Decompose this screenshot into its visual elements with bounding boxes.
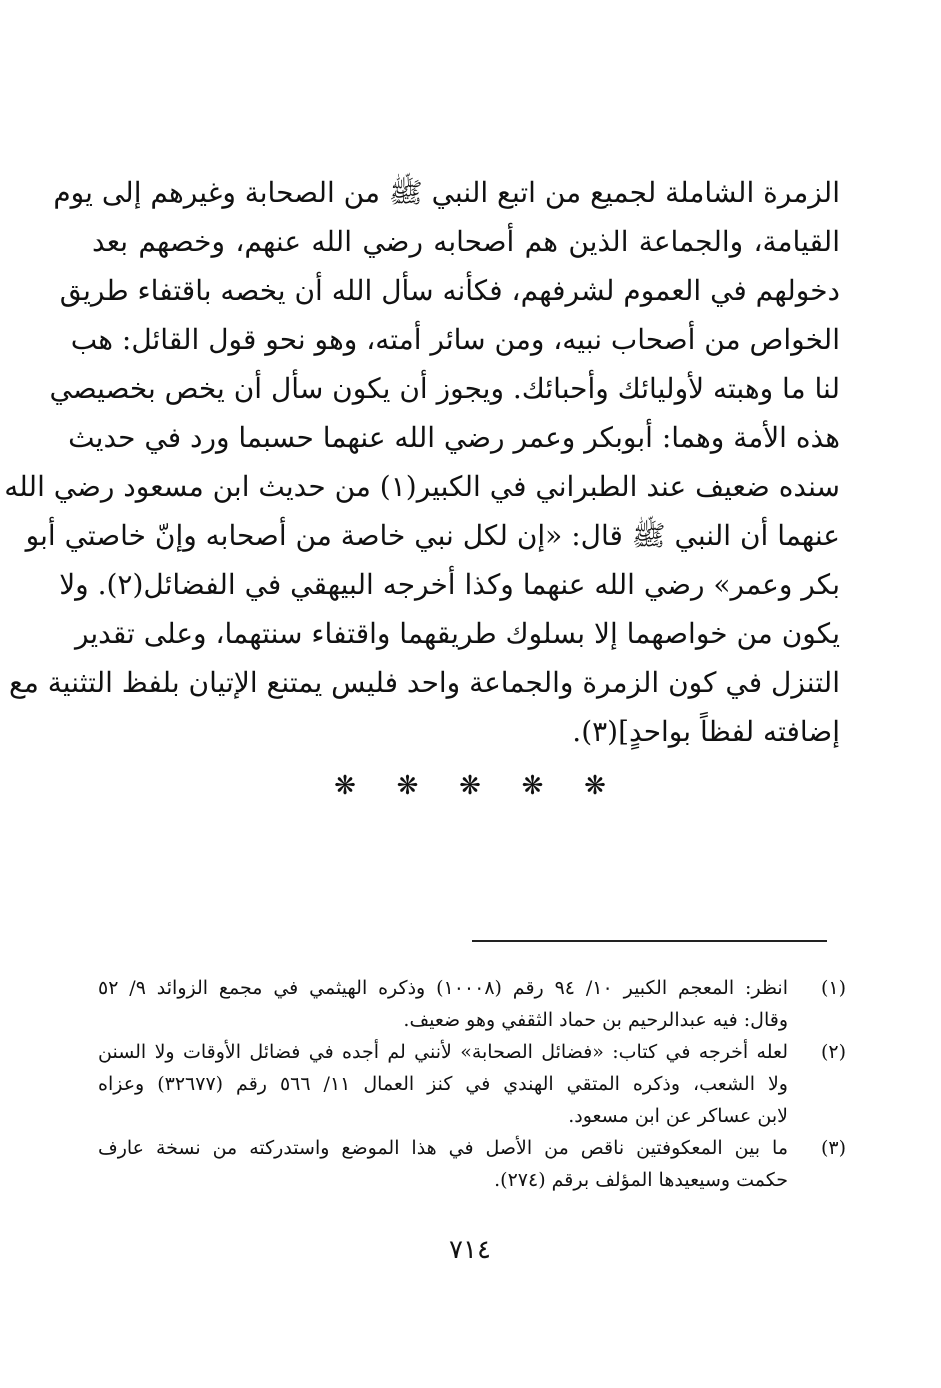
footnote-line: انظر: المعجم الكبير ١٠/ ٩٤ رقم (١٠٠٠٨) وذكره الهيثمي في مجمع الزوائد ٩/ ٥٢ xyxy=(98,977,788,999)
body-line: لنا ما وهبته لأوليائك وأحبائك. ويجوز أن يكون سأل أن يخص بخصيصي xyxy=(49,372,840,405)
star-ornament-icon: ❋ xyxy=(334,771,356,801)
star-ornament-icon: ❋ xyxy=(459,771,481,801)
body-line: يكون من خواصهما إلا بسلوك طريقهما واقتفاء سنتهما، وعلى تقدير xyxy=(74,617,840,650)
footnote-line: لابن عساكر عن ابن مسعود. xyxy=(568,1105,788,1127)
body-line: إضافته لفظاً بواحدٍ](٣). xyxy=(572,715,840,748)
footnote-line: لعله أخرجه في كتاب: «فضائل الصحابة» لأنني لم أجده في فضائل الأوقات ولا السنن xyxy=(98,1041,788,1063)
footnotes xyxy=(98,972,846,1196)
body-line: عنهما أن النبي ﷺ قال: «إن لكل نبي خاصة من أصحابه وإنّ خاصتي أبو xyxy=(25,519,840,552)
body-line: هذه الأمة وهما: أبوبكر وعمر رضي الله عنهما حسبما ورد في حديث xyxy=(68,421,840,454)
footnote-1 xyxy=(98,972,846,1036)
body-line: بكر وعمر» رضي الله عنهما وكذا أخرجه البيهقي في الفضائل(٢). ولا xyxy=(59,568,840,601)
footnote-number: (٢) xyxy=(820,1041,846,1063)
footnote-number: (١) xyxy=(820,977,846,999)
footnote-3 xyxy=(98,1132,846,1196)
footnote-line: وقال: فيه عبدالرحيم بن حماد الثقفي وهو ضعيف. xyxy=(403,1009,788,1031)
page-number: ٧١٤ xyxy=(449,1235,491,1265)
main-paragraph xyxy=(4,168,840,756)
footnote-line: ولا الشعب، وذكره المتقي الهندي في كنز العمال ١١/ ٥٦٦ رقم (٣٢٦٧٧) وعزاه xyxy=(98,1073,788,1095)
body-line: الخواص من أصحاب نبيه، ومن سائر أمته، وهو نحو قول القائل: هب xyxy=(70,323,840,356)
body-line: الزمرة الشاملة لجميع من اتبع النبي ﷺ من الصحابة وغيرهم إلى يوم xyxy=(53,176,840,209)
section-separator xyxy=(330,768,610,804)
footnote-number: (٣) xyxy=(820,1137,846,1159)
body-line: القيامة، والجماعة الذين هم أصحابه رضي الله عنهم، وخصهم بعد xyxy=(92,225,840,258)
body-line: سنده ضعيف عند الطبراني في الكبير(١) من حديث ابن مسعود رضي الله xyxy=(4,470,840,503)
star-ornament-icon: ❋ xyxy=(396,771,419,801)
footnote-line: ما بين المعكوفتين ناقص من الأصل في هذا الموضع واستدركته من نسخة عارف xyxy=(98,1137,788,1159)
star-ornament-icon: ❋ xyxy=(521,771,544,801)
body-line: التنزل في كون الزمرة والجماعة واحد فليس يمتنع الإتيان بلفظ التثنية مع xyxy=(8,666,840,699)
footnote-2 xyxy=(98,1036,846,1132)
star-ornament-icon: ❋ xyxy=(584,771,606,801)
footnote-line: حكمت وسيعيدها المؤلف برقم (٢٧٤). xyxy=(494,1169,788,1191)
body-line: دخولهم في العموم لشرفهم، فكأنه سأل الله أن يخصه باقتفاء طريق xyxy=(59,274,840,307)
footnote-divider xyxy=(472,940,827,942)
